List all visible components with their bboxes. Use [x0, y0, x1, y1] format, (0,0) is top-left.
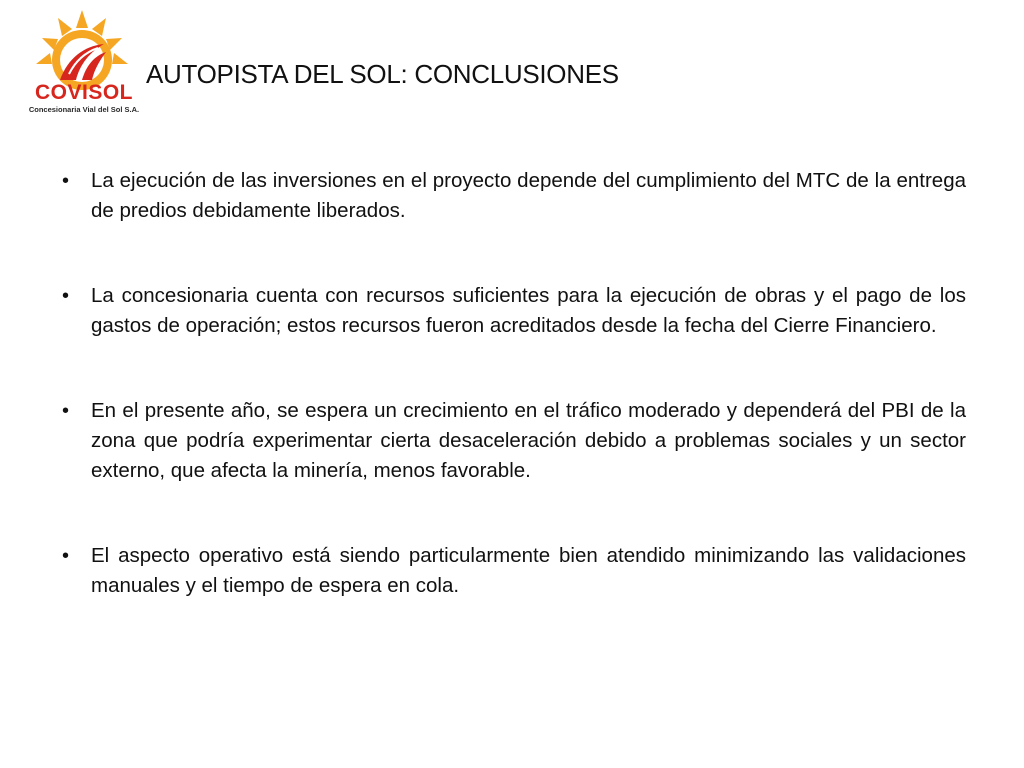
list-item [60, 166, 966, 226]
bullet-text: El aspecto operativo está siendo particularmente bien atendido minimizando las validaciones manuales y el tiempo de espera en cola. [91, 544, 966, 597]
logo-subtitle: Concesionaria Vial del Sol S.A. [28, 105, 140, 114]
sun-road-logo-icon [32, 8, 132, 90]
bullet-dot-icon: • [62, 285, 70, 307]
bullet-text: La ejecución de las inversiones en el proyecto depende del cumplimiento del MTC de la entrega de predios debidamente liberados. [91, 169, 966, 222]
bullet-text: La concesionaria cuenta con recursos suficientes para la ejecución de obras y el pago de los gastos de operación; estos recursos fueron acreditados desde la fecha del Cierre Financiero. [91, 284, 966, 337]
conclusions-list [60, 166, 966, 656]
bullet-dot-icon: • [62, 400, 70, 422]
bullet-dot-icon: • [62, 170, 70, 192]
covisol-logo [24, 8, 140, 120]
logo-name: COVISOL [34, 81, 133, 104]
slide-title: AUTOPISTA DEL SOL: CONCLUSIONES [146, 59, 619, 89]
bullet-text: En el presente año, se espera un crecimiento en el tráfico moderado y dependerá del PBI de la zona que podría experimentar cierta desaceleración debido a problemas sociales y un sector externo, que afecta la minería, menos favorable. [91, 399, 966, 482]
bullet-dot-icon: • [62, 545, 70, 567]
list-item [60, 281, 966, 341]
list-item [60, 541, 966, 601]
list-item [60, 396, 966, 486]
